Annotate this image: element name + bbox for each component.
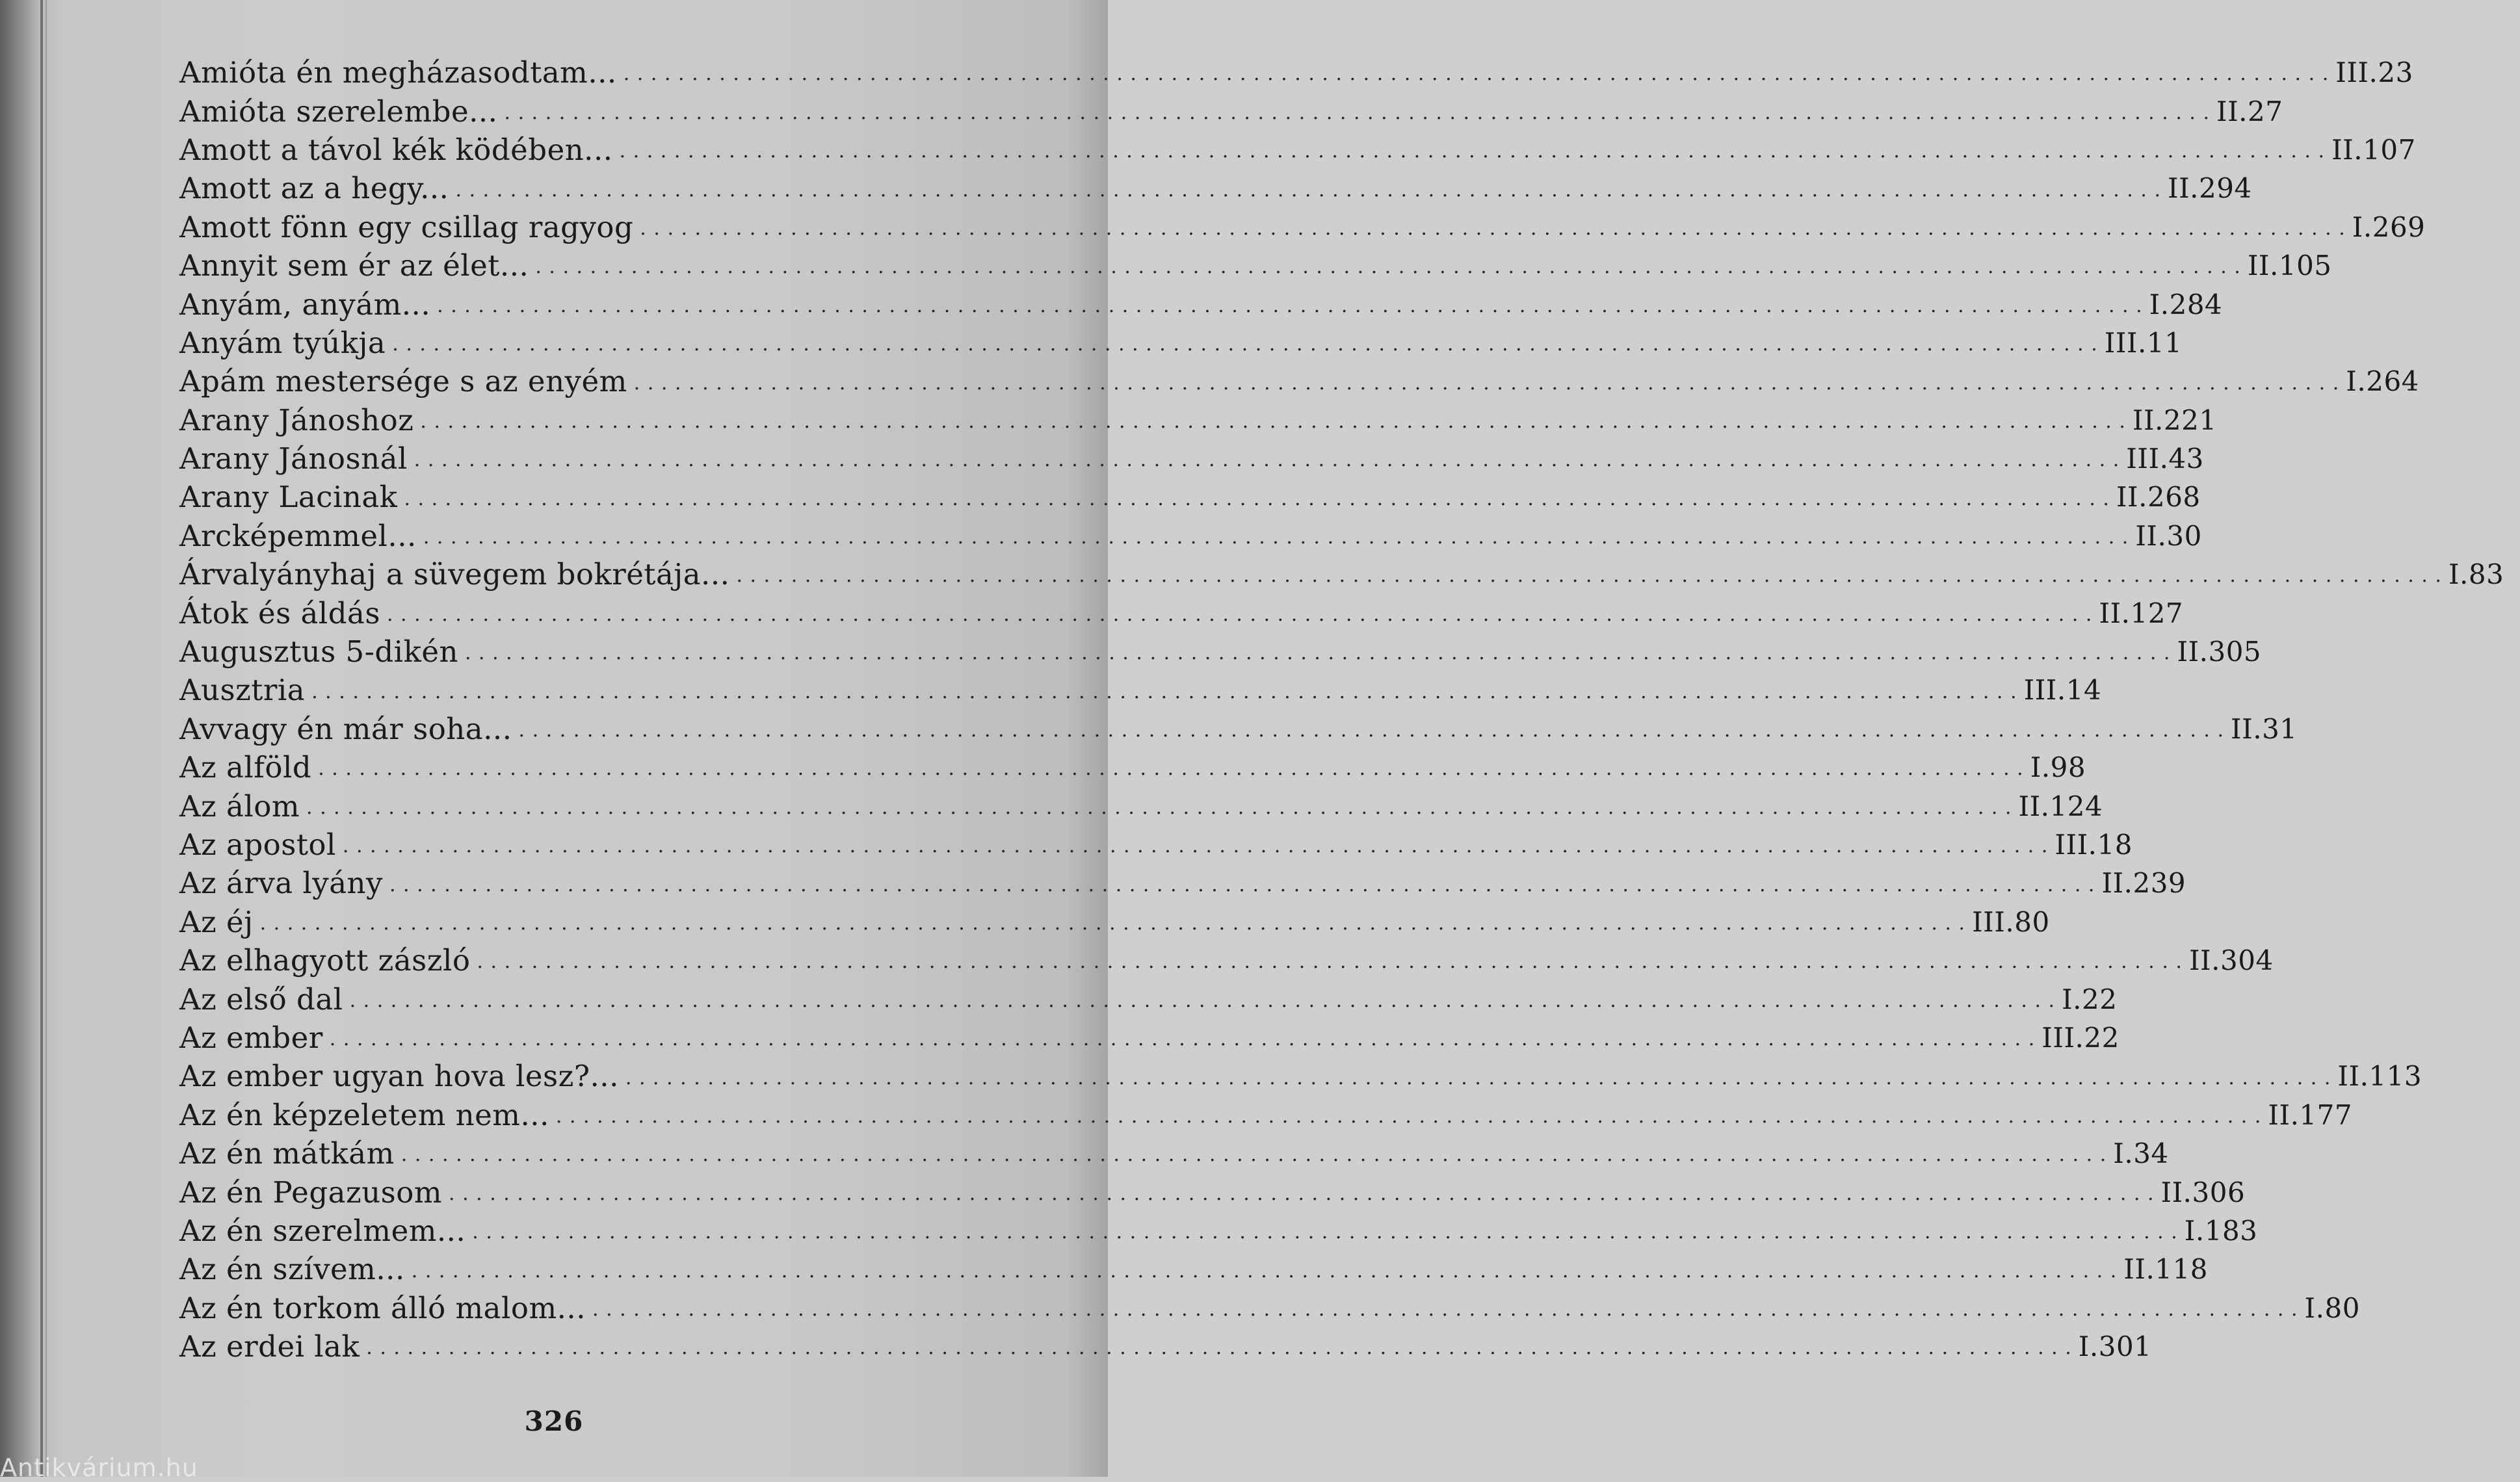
table-of-contents xyxy=(179,53,2504,1366)
toc-entry-title: Amott az a hegy... xyxy=(179,171,449,206)
toc-entry xyxy=(179,517,2202,555)
toc-dot-leader xyxy=(465,642,2171,671)
toc-entry-reference: III.11 xyxy=(2104,326,2183,359)
toc-dot-leader xyxy=(556,1105,2262,1134)
toc-entry-title: Az alföld xyxy=(179,750,312,785)
toc-entry-title: Az én szívem... xyxy=(179,1252,405,1287)
toc-entry-title: Arany Jánosnál xyxy=(179,441,408,476)
toc-entry xyxy=(179,826,2133,864)
toc-entry-title: Apám mestersége s az enyém xyxy=(179,364,627,399)
toc-entry-reference: II.221 xyxy=(2132,404,2217,436)
toc-entry-reference: I.98 xyxy=(2030,751,2086,784)
toc-entry-title: Arany Jánoshoz xyxy=(179,402,414,437)
toc-dot-leader xyxy=(472,1221,2178,1250)
toc-dot-leader xyxy=(535,255,2241,285)
toc-dot-leader xyxy=(736,564,2442,593)
toc-entry-reference: II.30 xyxy=(2135,519,2202,552)
toc-entry xyxy=(179,903,2050,941)
toc-entry-reference: II.304 xyxy=(2188,944,2274,977)
toc-entry-title: Amióta szerelembe... xyxy=(179,94,498,129)
toc-entry xyxy=(179,786,2103,825)
page-number: 326 xyxy=(524,1405,584,1437)
toc-dot-leader xyxy=(519,719,2225,748)
toc-entry-title: Az erdei lak xyxy=(179,1329,360,1364)
toc-entry xyxy=(179,53,2413,92)
toc-entry-title: Az apostol xyxy=(179,827,336,862)
toc-entry-title: Anyám, anyám... xyxy=(179,287,431,322)
toc-dot-leader xyxy=(477,950,2183,980)
toc-entry-reference: III.23 xyxy=(2335,57,2413,89)
toc-dot-leader xyxy=(387,603,2093,632)
toc-dot-leader xyxy=(389,874,2095,903)
toc-entry-title: Az árva lyány xyxy=(179,866,383,901)
toc-entry-title: Az első dal xyxy=(179,982,343,1017)
toc-entry xyxy=(179,864,2186,902)
toc-dot-leader xyxy=(420,410,2126,439)
toc-entry xyxy=(179,439,2204,478)
watermark: Antikvárium.hu xyxy=(0,1453,198,1482)
toc-dot-leader xyxy=(318,757,2024,786)
toc-entry-reference: II.31 xyxy=(2231,712,2298,745)
toc-entry-reference: I.34 xyxy=(2113,1138,2169,1170)
toc-entry xyxy=(179,941,2274,980)
toc-entry-reference: III.18 xyxy=(2054,829,2133,861)
toc-dot-leader xyxy=(412,1260,2118,1289)
toc-entry-title: Arany Lacinak xyxy=(179,480,398,515)
toc-entry xyxy=(179,1096,2353,1134)
toc-entry-title: Amott fönn egy csillag ragyog xyxy=(179,209,634,244)
toc-dot-leader xyxy=(634,372,2340,401)
toc-entry-title: Arcképemmel... xyxy=(179,518,417,553)
toc-entry-title: Amott a távol kék ködében... xyxy=(179,132,613,167)
book-gutter xyxy=(40,0,43,1477)
toc-dot-leader xyxy=(640,217,2346,246)
toc-entry-title: Amióta én megházasodtam... xyxy=(179,55,617,90)
toc-dot-leader xyxy=(455,179,2161,208)
toc-entry xyxy=(179,1019,2120,1057)
toc-entry-title: Az elhagyott zászló xyxy=(179,943,471,978)
toc-entry-title: Augusztus 5-dikén xyxy=(179,634,458,670)
toc-entry-title: Az ember ugyan hova lesz?... xyxy=(179,1059,619,1094)
toc-entry-title: Az álom xyxy=(179,788,300,824)
toc-entry xyxy=(179,1134,2169,1173)
toc-entry xyxy=(179,169,2252,207)
toc-entry-title: Az én torkom álló malom... xyxy=(179,1290,586,1325)
toc-dot-leader xyxy=(592,1298,2298,1327)
toc-entry xyxy=(179,632,2262,671)
toc-entry xyxy=(179,1327,2152,1366)
toc-entry xyxy=(179,131,2416,169)
toc-entry xyxy=(179,401,2217,439)
toc-entry xyxy=(179,710,2298,748)
toc-entry-reference: III.14 xyxy=(2023,674,2102,707)
toc-dot-leader xyxy=(330,1028,2036,1057)
toc-entry-reference: I.22 xyxy=(2062,983,2118,1015)
toc-entry-reference: III.80 xyxy=(1972,905,2050,938)
toc-dot-leader xyxy=(414,448,2120,478)
toc-entry-reference: II.124 xyxy=(2018,790,2103,822)
toc-dot-leader xyxy=(625,1067,2331,1096)
toc-entry xyxy=(179,1173,2246,1211)
toc-entry-reference: II.305 xyxy=(2177,636,2262,668)
toc-entry-reference: II.27 xyxy=(2216,95,2283,127)
toc-dot-leader xyxy=(366,1336,2072,1366)
toc-entry-title: Az éj xyxy=(179,904,254,939)
toc-entry-reference: II.105 xyxy=(2247,250,2332,282)
toc-entry-reference: II.306 xyxy=(2160,1176,2246,1208)
toc-entry xyxy=(179,92,2283,130)
toc-entry-reference: I.183 xyxy=(2184,1214,2258,1247)
toc-entry-reference: II.294 xyxy=(2167,172,2252,205)
toc-entry-reference: I.83 xyxy=(2448,558,2504,591)
toc-dot-leader xyxy=(449,1182,2155,1212)
toc-entry xyxy=(179,208,2426,246)
toc-entry xyxy=(179,1250,2208,1288)
toc-entry-title: Anyám tyúkja xyxy=(179,325,386,360)
toc-entry xyxy=(179,555,2504,593)
toc-entry-title: Az én szerelmem... xyxy=(179,1213,466,1248)
toc-entry-title: Ausztria xyxy=(179,673,306,708)
toc-entry-reference: I.284 xyxy=(2149,288,2223,320)
toc-entry-reference: I.269 xyxy=(2352,211,2426,243)
toc-entry-reference: II.113 xyxy=(2337,1060,2422,1093)
toc-entry xyxy=(179,478,2201,516)
toc-dot-leader xyxy=(623,62,2330,92)
toc-dot-leader xyxy=(620,140,2326,169)
toc-entry-title: Az én képzeletem nem... xyxy=(179,1097,549,1132)
toc-entry-title: Annyit sem ér az élet... xyxy=(179,248,529,283)
toc-entry xyxy=(179,1212,2258,1250)
toc-dot-leader xyxy=(392,333,2098,362)
toc-entry-reference: I.80 xyxy=(2304,1292,2360,1324)
toc-entry-title: Az ember xyxy=(179,1020,323,1055)
toc-entry-title: Átok és áldás xyxy=(179,595,380,630)
toc-entry-reference: II.268 xyxy=(2116,481,2201,514)
toc-dot-leader xyxy=(306,796,2012,826)
toc-dot-leader xyxy=(343,835,2049,864)
toc-entry-reference: I.264 xyxy=(2346,365,2419,398)
toc-entry-reference: III.43 xyxy=(2126,443,2204,475)
toc-dot-leader xyxy=(437,294,2143,324)
toc-dot-leader xyxy=(260,912,1966,941)
toc-entry-reference: II.118 xyxy=(2123,1253,2208,1286)
toc-entry xyxy=(179,1057,2422,1095)
book-gutter-shadow xyxy=(46,0,47,1477)
toc-entry-reference: III.22 xyxy=(2041,1021,2120,1054)
toc-dot-leader xyxy=(311,681,2017,710)
toc-entry-title: Avvagy én már soha... xyxy=(179,711,512,746)
toc-entry-title: Az én mátkám xyxy=(179,1136,395,1171)
toc-entry-reference: I.301 xyxy=(2078,1331,2152,1363)
toc-entry-title: Az én Pegazusom xyxy=(179,1175,442,1210)
toc-entry xyxy=(179,324,2183,362)
toc-entry xyxy=(179,246,2332,285)
toc-entry xyxy=(179,593,2184,632)
toc-dot-leader xyxy=(505,101,2211,131)
toc-entry-reference: II.239 xyxy=(2101,867,2186,900)
toc-dot-leader xyxy=(401,1143,2107,1173)
toc-entry xyxy=(179,362,2419,400)
toc-entry xyxy=(179,671,2102,709)
toc-entry xyxy=(179,285,2223,323)
toc-dot-leader xyxy=(350,989,2056,1019)
toc-entry-reference: II.177 xyxy=(2268,1098,2353,1131)
toc-entry xyxy=(179,748,2086,786)
toc-entry xyxy=(179,980,2118,1018)
toc-entry-reference: II.107 xyxy=(2331,133,2416,166)
toc-entry xyxy=(179,1289,2360,1327)
toc-dot-leader xyxy=(423,526,2129,555)
toc-entry-title: Árvalyányhaj a süvegem bokrétája... xyxy=(179,557,730,592)
toc-dot-leader xyxy=(404,488,2110,517)
toc-entry-reference: II.127 xyxy=(2099,597,2184,629)
